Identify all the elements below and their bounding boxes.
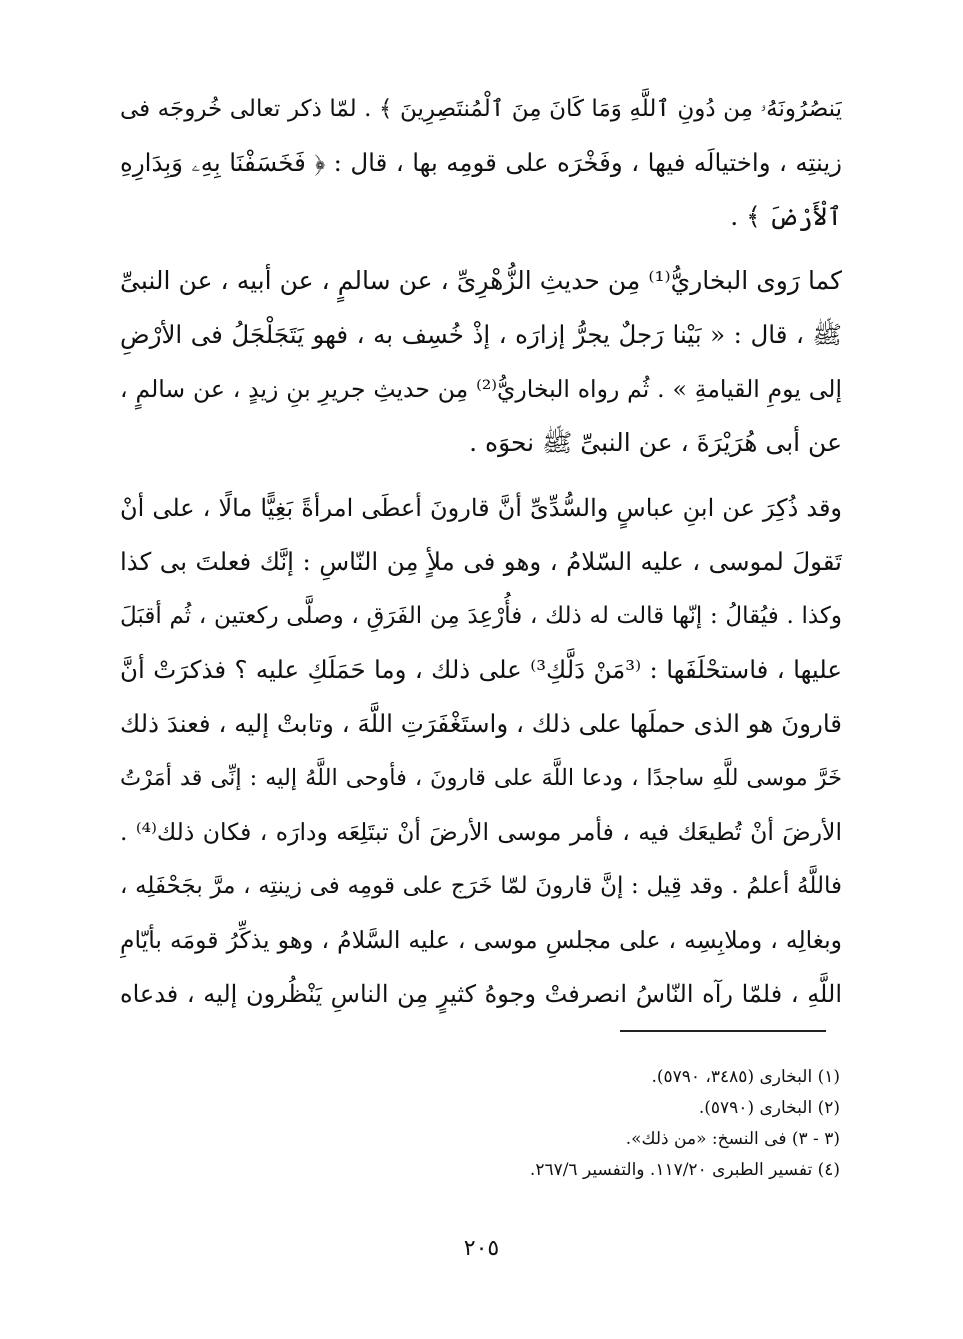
text-line: خَرَّ موسى للَّهِ ساجدًا ، ودعا اللَّهَ على قارونَ ، فأوحى اللَّهُ إليه : إنِّى قد أمَرْتُ [120, 765, 842, 791]
paragraph-bukhari-hadith [120, 254, 842, 470]
paragraph-qarun-story [120, 481, 842, 1021]
text-line: يَنصُرُونَهُۥ مِن دُونِ ٱللَّهِ وَمَا كَانَ مِنَ ٱلْمُنتَصِرِينَ ﴾ . لمّا ذكر تعالى خُروجَه فى [120, 96, 842, 122]
text-line: فاللَّهُ أعلمُ . وقد قِيل : إنَّ قارونَ لمّا خَرَج على قومِه فى زينتِه ، مرَّ بجَحْفَلِه ، [120, 873, 842, 899]
text-line: وكذا . فيُقالُ : إنّها قالت له ذلك ، فأُرْعِدَ مِن الفَرَقِ ، وصلَّى ركعتين ، ثُم أقبَلَ [120, 603, 842, 629]
footnotes [380, 1062, 840, 1186]
text-line: عليها ، فاستحْلَفَها : ⁽³مَنْ دَلَّكِ³⁾ على ذلك ، وما حَمَلَكِ عليه ؟ فذكرَتْ أنَّ [120, 655, 842, 684]
text-line: وقد ذُكِرَ عن ابنِ عباسٍ والسُّدِّىِّ أنَّ قارونَ أعطَى امرأةً بَغِيًّا مالًا ، على أنْ [120, 494, 842, 522]
text-line: ٱلْأَرْضَ ﴾ . [730, 202, 842, 231]
footnote-4: (٤) تفسير الطبرى ١١٧/٢٠. والتفسير ٢٦٧/٦. [529, 1160, 840, 1180]
footnote-1: (١) البخارى (٣٤٨٥، ٥٧٩٠). [651, 1067, 840, 1087]
text-line: عن أبى هُرَيْرَةَ ، عن النبىِّ ﷺ نحوَه . [469, 428, 842, 457]
text-line: وبغالِه ، وملابِسِه ، على مجلسِ موسى ، عليه السَّلامُ ، وهو يذكِّرُ قومَه بأيّامِ [120, 926, 842, 954]
footnote-2: (٢) البخارى (٥٧٩٠). [698, 1098, 840, 1118]
footnote-3: (٣ - ٣) فى النسخ: «من ذلك». [625, 1129, 840, 1149]
text-line: زينتِه ، واختيالَه فيها ، وفَخْرَه على قومِه بها ، قال : ﴿ فَخَسَفْنَا بِهِۦ وَبِدَارِهِ [120, 148, 842, 177]
text-line: قارونَ هو الذى حملَها على ذلك ، واستَغْفَرَتِ اللَّهَ ، وتابتْ إليه ، فعندَ ذلك [120, 709, 842, 738]
text-line: كما رَوى البخاريُّ⁽¹⁾ مِن حديثِ الزُّهْرِىِّ ، عن سالمٍ ، عن أبيه ، عن النبىِّ [120, 266, 842, 295]
text-line: ﷺ ، قال : « بَيْنا رَجلٌ يجرُّ إزارَه ، إذْ خُسِف به ، فهو يَتَجَلْجَلُ فى الأرْضِ [120, 320, 842, 349]
text-line: إلى يومِ القيامةِ » . ثُم رواه البخاريُّ⁽²⁾ مِن حديثِ جريرِ بنِ زيدٍ ، عن سالمٍ ، [120, 375, 842, 403]
text-line: اللَّهِ ، فلمّا رآه النّاسُ انصرفتْ وجوهُ كثيرٍ مِن الناسِ يَنْظُرون إليه ، فدعاه [120, 980, 842, 1008]
text-line: تَقولَ لموسى ، عليه السّلامُ ، وهو فى ملأٍ مِن النّاسِ : إنَّك فعلتَ بى كذا [120, 547, 842, 576]
paragraph-quran-verse [120, 82, 842, 244]
text-line: الأرضَ أنْ تُطيعَك فيه ، فأمر موسى الأرضَ أنْ تبتَلِعَه ودارَه ، فكان ذلك⁽⁴⁾ . [120, 818, 842, 846]
page-number: ٢٠٥ [463, 1236, 500, 1261]
footnote-divider [620, 1030, 826, 1032]
